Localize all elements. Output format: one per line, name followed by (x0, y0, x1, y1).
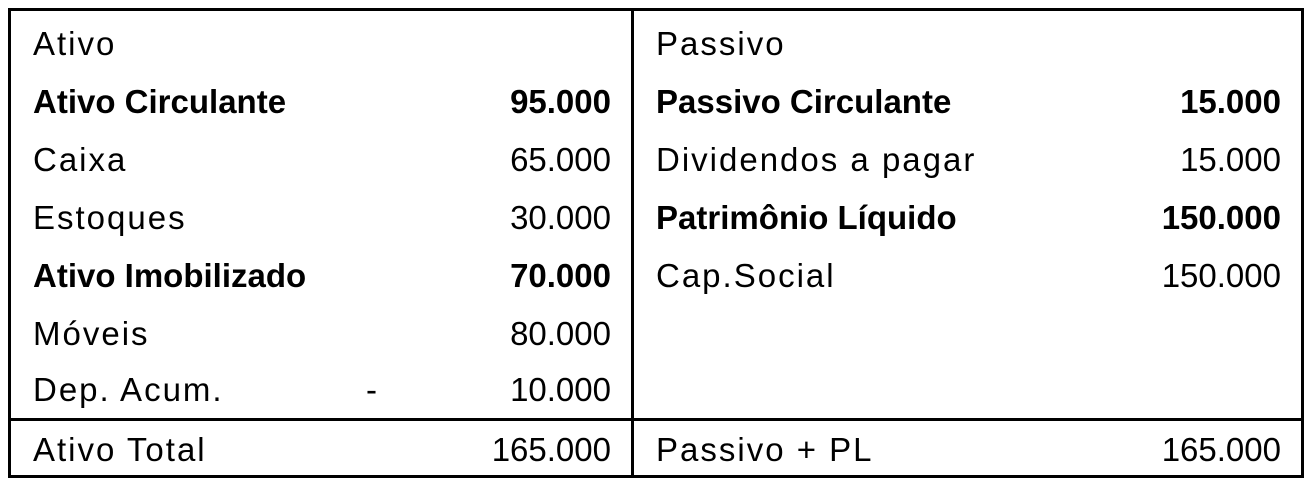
row-label: Móveis (33, 315, 150, 352)
passivo-row-circulante (634, 73, 1301, 131)
row-value: 30.000 (510, 199, 611, 236)
balance-sheet (8, 8, 1304, 478)
total-value: 165.000 (1161, 431, 1281, 468)
row-label: Ativo Imobilizado (33, 257, 307, 294)
ativo-row-estoques (11, 189, 631, 247)
row-value: 15.000 (1180, 141, 1281, 178)
total-value: 165.000 (491, 431, 611, 468)
passivo-total-row (634, 421, 1301, 479)
row-label: Ativo Circulante (33, 83, 287, 120)
ativo-total-row (11, 421, 631, 479)
row-label: Passivo Circulante (656, 83, 952, 120)
row-value: 10.000 (510, 371, 611, 408)
row-label: Patrimônio Líquido (656, 199, 957, 236)
ativo-row-moveis (11, 305, 631, 363)
passivo-row-patrimonio (634, 189, 1301, 247)
ativo-row-dep-acum (11, 361, 631, 419)
row-value: 80.000 (510, 315, 611, 352)
ativo-row-caixa (11, 131, 631, 189)
passivo-row-dividendos (634, 131, 1301, 189)
row-value: 15.000 (1180, 83, 1281, 120)
row-value: 95.000 (510, 83, 611, 120)
ativo-row-circulante (11, 73, 631, 131)
passivo-header-row (634, 15, 1301, 73)
passivo-row-cap-social (634, 247, 1301, 305)
row-label: Estoques (33, 199, 187, 236)
row-label: Dep. Acum. (33, 371, 224, 408)
row-label: Dividendos a pagar (656, 141, 977, 178)
row-sign: - (366, 371, 377, 408)
ativo-row-imobilizado (11, 247, 631, 305)
passivo-header: Passivo (656, 25, 786, 62)
row-value: 150.000 (1161, 199, 1281, 236)
row-value: 70.000 (510, 257, 611, 294)
row-label: Cap.Social (656, 257, 836, 294)
row-value: 150.000 (1161, 257, 1281, 294)
row-value: 65.000 (510, 141, 611, 178)
ativo-header-row (11, 15, 631, 73)
ativo-header: Ativo (33, 25, 117, 62)
total-label: Ativo Total (33, 431, 207, 468)
row-label: Caixa (33, 141, 128, 178)
total-label: Passivo + PL (656, 431, 874, 468)
